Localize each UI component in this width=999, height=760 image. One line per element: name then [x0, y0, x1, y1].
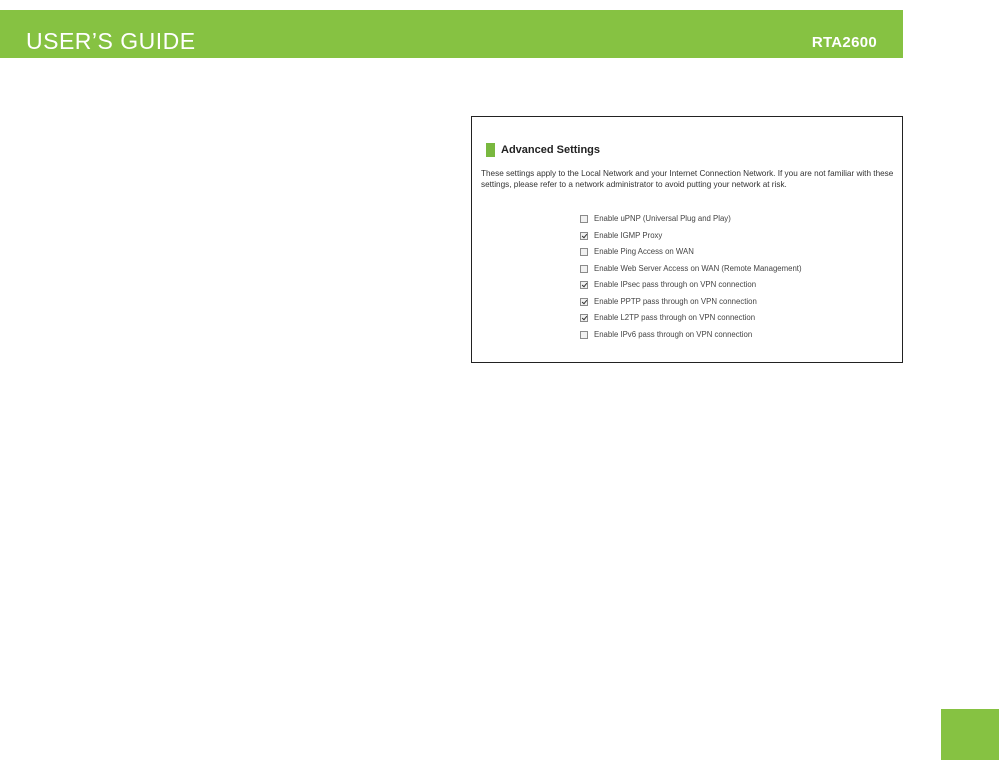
ipv6-passthrough-checkbox[interactable]: [580, 331, 588, 339]
option-label: Enable IGMP Proxy: [594, 230, 663, 240]
header-tab-shape: [0, 10, 270, 24]
option-web-server-wan: [580, 261, 802, 278]
web-server-wan-checkbox[interactable]: [580, 265, 588, 273]
guide-title: USER’S GUIDE: [26, 28, 196, 54]
option-pptp-passthrough: [580, 294, 802, 311]
panel-title: Advanced Settings: [501, 144, 601, 156]
panel-heading: [486, 143, 600, 157]
option-upnp: [580, 211, 802, 228]
option-label: Enable Ping Access on WAN: [594, 247, 694, 257]
model-label: RTA2600: [811, 34, 877, 51]
ipsec-passthrough-checkbox[interactable]: [580, 281, 588, 289]
option-ipsec-passthrough: [580, 277, 802, 294]
heading-square-icon: [486, 143, 495, 157]
ping-wan-checkbox[interactable]: [580, 248, 588, 256]
advanced-options-list: [580, 211, 802, 343]
l2tp-passthrough-checkbox[interactable]: [580, 314, 588, 322]
panel-description: These settings apply to the Local Network and your Internet Connection Network. If you are not familiar with these settings, please refer to a network administrator to avoid putting your network at risk.: [481, 169, 894, 189]
upnp-checkbox[interactable]: [580, 215, 588, 223]
advanced-settings-panel: [471, 116, 903, 363]
pptp-passthrough-checkbox[interactable]: [580, 298, 588, 306]
option-ipv6-passthrough: [580, 327, 802, 344]
option-label: Enable Web Server Access on WAN (Remote Management): [594, 263, 802, 273]
guide-header-banner: [0, 10, 903, 58]
option-label: Enable PPTP pass through on VPN connection: [594, 296, 757, 306]
page-number-badge: [941, 709, 999, 760]
option-l2tp-passthrough: [580, 310, 802, 327]
option-igmp-proxy: [580, 228, 802, 245]
option-label: Enable uPNP (Universal Plug and Play): [594, 214, 731, 224]
option-ping-wan: [580, 244, 802, 261]
option-label: Enable L2TP pass through on VPN connection: [594, 313, 756, 323]
option-label: Enable IPv6 pass through on VPN connection: [594, 329, 753, 339]
option-label: Enable IPsec pass through on VPN connection: [594, 280, 757, 290]
igmp-proxy-checkbox[interactable]: [580, 232, 588, 240]
